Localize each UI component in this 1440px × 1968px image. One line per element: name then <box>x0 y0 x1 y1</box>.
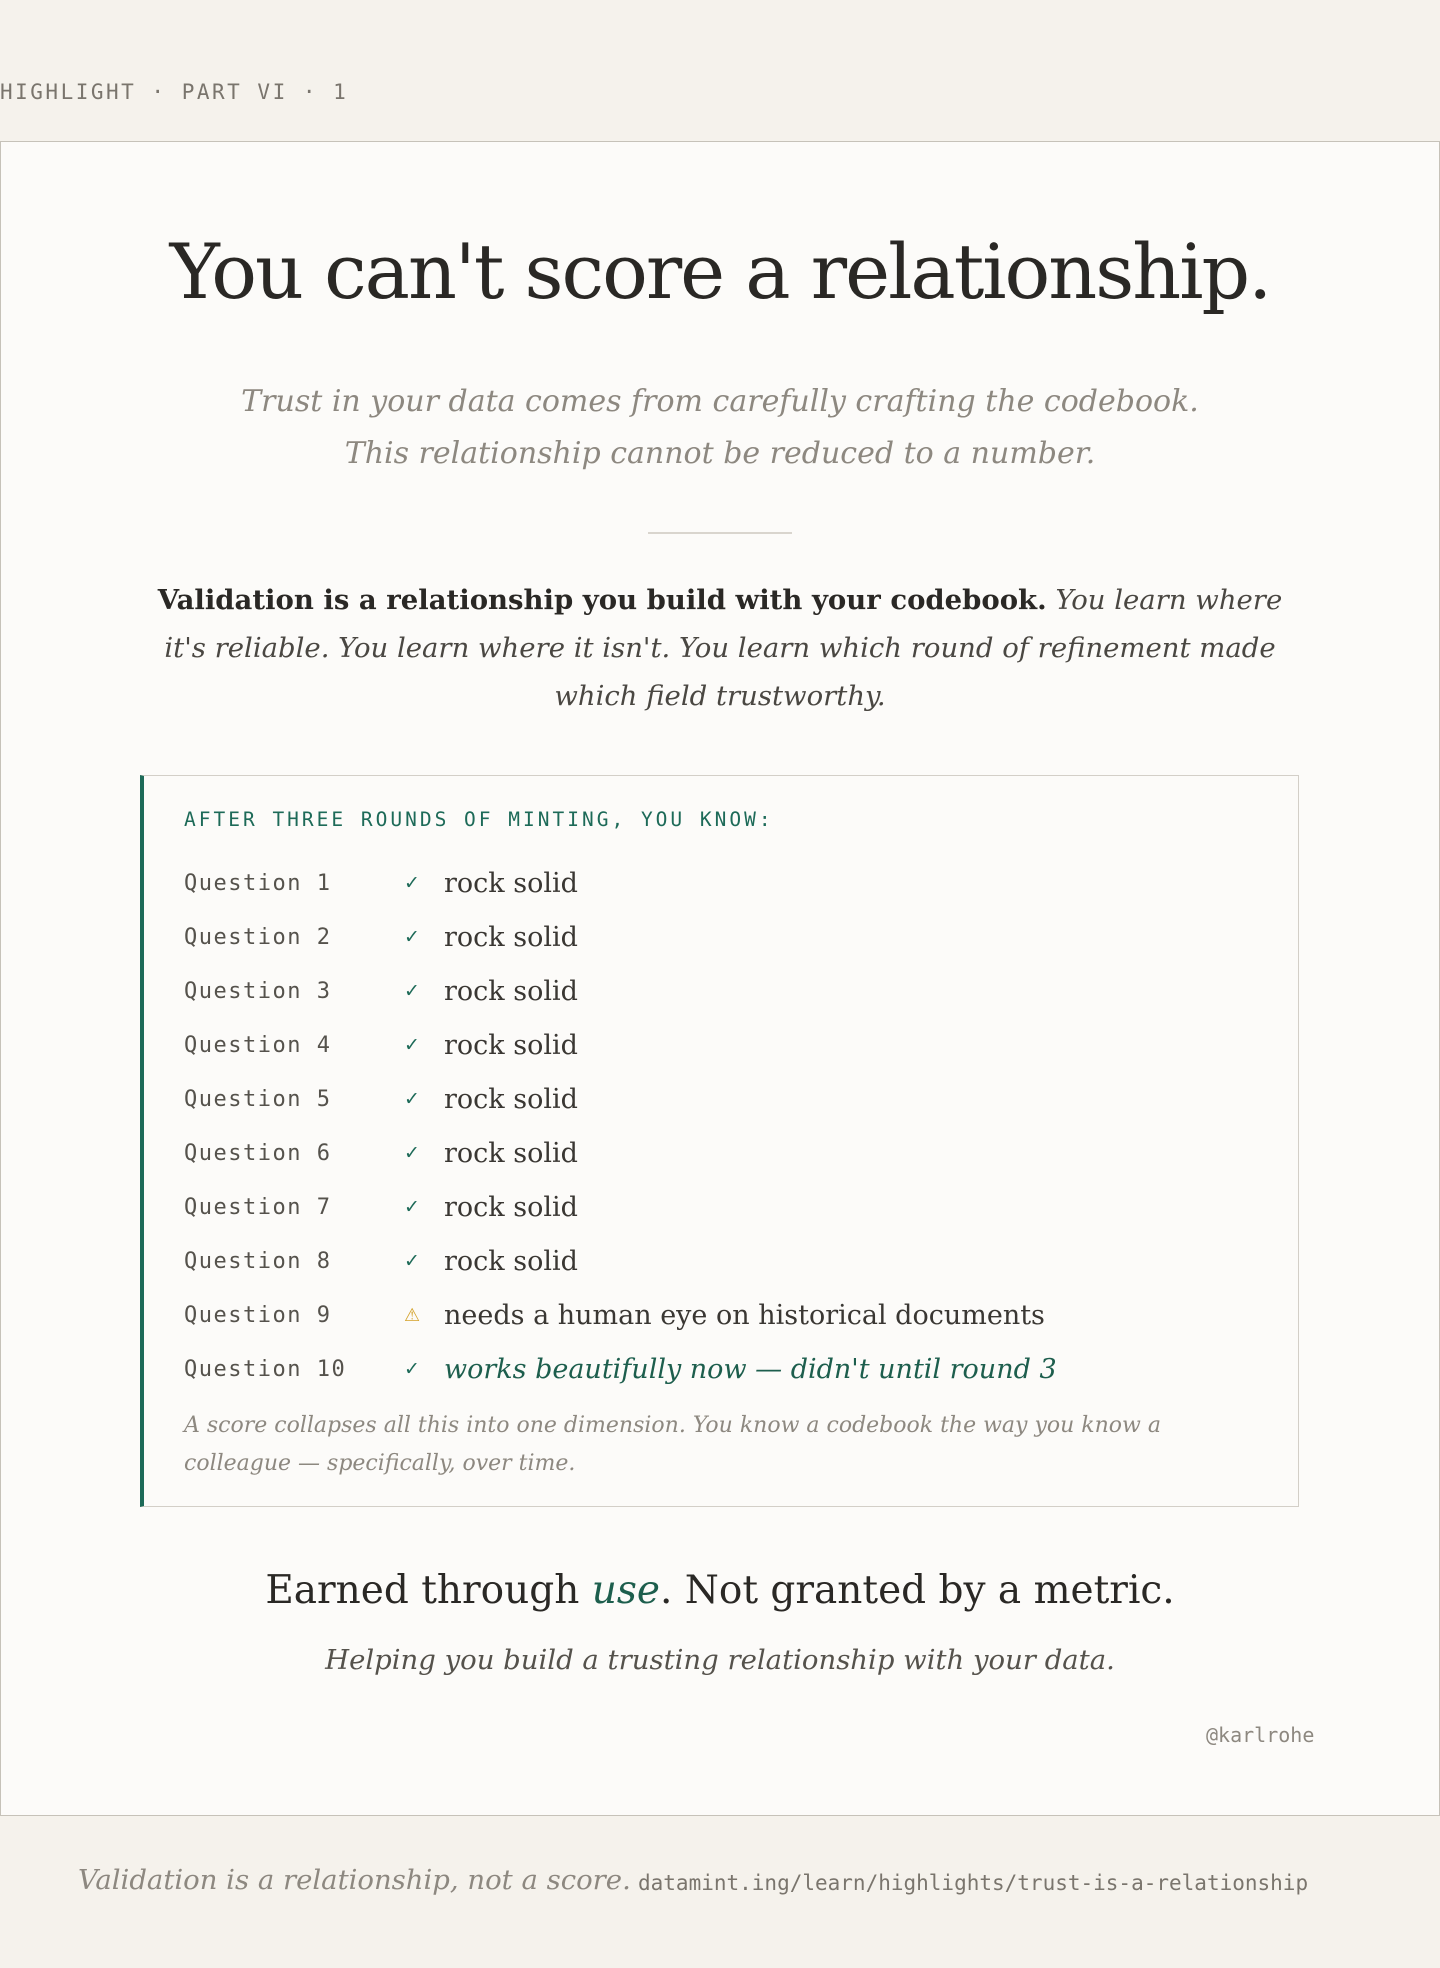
tagline-after: . Not granted by a metric. <box>659 1568 1175 1613</box>
footer-url-link[interactable]: datamint.ing/learn/highlights/trust-is-a-relationship <box>638 1871 1309 1895</box>
intro-paragraph <box>150 576 1290 720</box>
page-title: You can't score a relationship. <box>169 227 1271 316</box>
check-icon: ✓ <box>404 1358 420 1380</box>
warning-icon: ⚠ <box>404 1304 421 1326</box>
question-label: Question 3 <box>184 978 332 1004</box>
tagline-subtitle: Helping you build a trusting relationship with your data. <box>325 1644 1115 1676</box>
panel-heading: AFTER THREE ROUNDS OF MINTING, YOU KNOW: <box>184 808 774 831</box>
question-label: Question 6 <box>184 1140 332 1166</box>
check-icon: ✓ <box>404 1250 420 1272</box>
question-label: Question 2 <box>184 924 332 950</box>
question-status: rock solid <box>444 921 578 953</box>
question-list <box>184 856 1284 1396</box>
question-row <box>184 1072 1284 1126</box>
tagline <box>0 1563 1440 1619</box>
intro-italic-text: You learn where it's reliable. You learn where it isn't. You learn which round of refinement made which field trustworthy. <box>164 584 1283 712</box>
question-status: rock solid <box>444 867 578 899</box>
question-label: Question 10 <box>184 1356 347 1382</box>
question-row <box>184 856 1284 910</box>
check-icon: ✓ <box>404 1034 420 1056</box>
question-status: rock solid <box>444 1083 578 1115</box>
tagline-before: Earned through <box>265 1568 592 1613</box>
page-subtitle: Trust in your data comes from carefully crafting the codebook. This relationship cannot be reduced to a number. <box>241 384 1199 471</box>
question-row <box>184 1288 1284 1342</box>
question-label: Question 8 <box>184 1248 332 1274</box>
question-status: rock solid <box>444 1245 578 1277</box>
question-row <box>184 1342 1284 1396</box>
check-icon: ✓ <box>404 980 420 1002</box>
question-label: Question 9 <box>184 1302 332 1328</box>
question-row <box>184 964 1284 1018</box>
question-label: Question 5 <box>184 1086 332 1112</box>
question-row <box>184 1180 1284 1234</box>
footer-quote: Validation is a relationship, not a score. <box>78 1864 631 1896</box>
section-eyebrow: HIGHLIGHT · PART VI · 1 <box>0 80 349 104</box>
question-label: Question 7 <box>184 1194 332 1220</box>
divider <box>648 532 792 534</box>
question-label: Question 4 <box>184 1032 332 1058</box>
question-status: needs a human eye on historical documents <box>444 1299 1045 1331</box>
question-status: rock solid <box>444 1137 578 1169</box>
question-label: Question 1 <box>184 870 332 896</box>
question-status: rock solid <box>444 1029 578 1061</box>
tagline-accent: use <box>591 1568 660 1613</box>
check-icon: ✓ <box>404 1196 420 1218</box>
question-row <box>184 1126 1284 1180</box>
intro-bold-text: Validation is a relationship you build with your codebook. <box>157 584 1047 616</box>
check-icon: ✓ <box>404 1088 420 1110</box>
question-status: rock solid <box>444 1191 578 1223</box>
question-status: works beautifully now — didn't until round 3 <box>444 1353 1057 1385</box>
author-handle: @karlrohe <box>1206 1723 1315 1747</box>
question-row <box>184 910 1284 964</box>
check-icon: ✓ <box>404 1142 420 1164</box>
question-row <box>184 1018 1284 1072</box>
question-status: rock solid <box>444 975 578 1007</box>
question-status-panel <box>140 775 1299 1507</box>
check-icon: ✓ <box>404 872 420 894</box>
check-icon: ✓ <box>404 926 420 948</box>
panel-note: A score collapses all this into one dimension. You know a codebook the way you know a colleague — specifically, over time. <box>184 1413 1161 1476</box>
question-row <box>184 1234 1284 1288</box>
